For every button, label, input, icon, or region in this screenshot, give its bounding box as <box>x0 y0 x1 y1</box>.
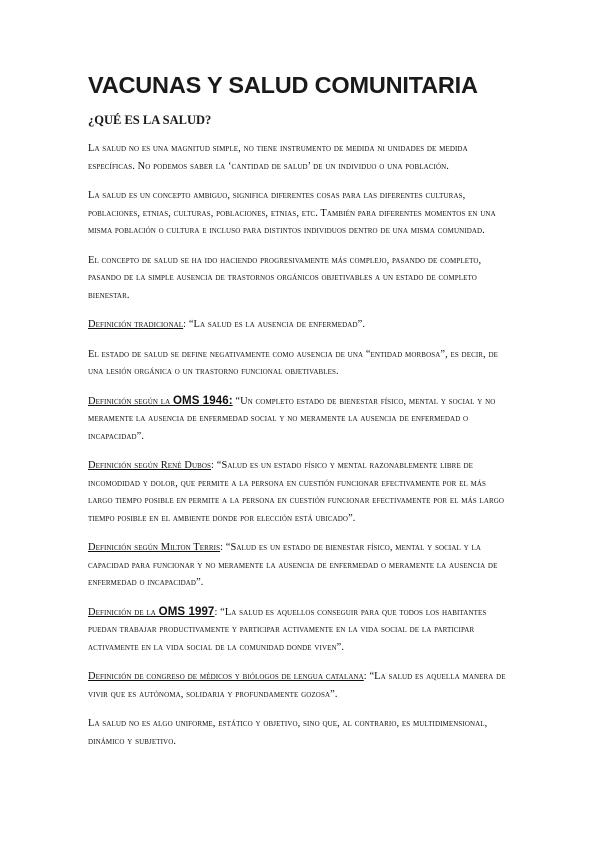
definition-terris-text: : “Salud es un estado de bienestar físico, mental y social y la capacidad para funcionar y no meramente la ausencia de enfermedad o meramente la ausencia de enfermedad o incapacidad”. <box>88 542 498 588</box>
definition-oms-1997 <box>88 604 512 657</box>
definition-oms-1997-label-year: OMS 1997 <box>158 605 215 618</box>
paragraph-complex: El concepto de salud se ha ido haciendo progresivamente más complejo, pasando de completo, pasando de la simple ausencia de trastornos orgánicos objetivables a un estado de completo bienestar. <box>88 254 482 301</box>
definition-dubos <box>88 457 512 527</box>
definition-oms-1997-text: : “La salud es aquellos conseguir para que todos los habitantes puedan trabajar productivamente y participar activamente en la vida social de la participar activamente en la vida social de la comunidad donde viven”. <box>88 606 487 653</box>
definition-oms-1946-text: “Un completo estado de bienestar físico, mental y social y no meramente la ausencia de enfermedad social y no meramente la ausencia de enfermedad o incapacidad”. <box>88 395 496 442</box>
paragraph-ambiguous: La salud es un concepto ambiguo, significa diferentes cosas para las diferentes culturas, poblaciones, etnias, culturas, poblaciones, etnias, etc. También para diferentes momentos en una misma población o cultura e incluso para distintos individuos dentro de una misma comunidad. <box>88 190 496 236</box>
definition-traditional-label: Definición tradicional <box>88 319 184 330</box>
paragraph-magnitude: La salud no es una magnitud simple, no tiene instrumento de medida ni unidades de medida específicas. No podemos saber la ‘cantidad de salud’ de un individuo o una población. <box>88 143 468 172</box>
paragraph-conclusion: La salud no es algo uniforme, estático y objetivo, sino que, al contrario, es multidimensional, dinámico y subjetivo. <box>88 718 488 747</box>
definition-oms-1946 <box>88 393 512 446</box>
definition-dubos-label: Definición según René Dubos <box>88 460 212 471</box>
definition-dubos-text: : “Salud es un estado físico y mental razonablemente libre de incomodidad y dolor, que permite a la persona en cuestión funcionar efectivamente por el más largo tiempo posible en permite a la persona en cuestión funcionar efectivamente por el más largo tiempo posible en el ambiente donde por elección está ubicado”. <box>88 460 505 524</box>
definition-traditional <box>88 316 512 334</box>
document-title: VACUNAS Y SALUD COMUNITARIA <box>88 72 478 98</box>
definition-terris-label: Definición según Milton Terris <box>88 542 221 553</box>
definition-oms-1946-label <box>88 396 233 407</box>
definition-oms-1997-label <box>88 607 214 618</box>
definition-congreso <box>88 668 512 703</box>
definition-oms-1997-label-prefix: Definición de la <box>88 606 159 618</box>
definition-traditional-text: : “La salud es la ausencia de enfermedad”. <box>183 319 366 330</box>
definition-terris <box>88 539 512 592</box>
definition-congreso-label: Definición de congreso de médicos y biólogos de lengua catalana <box>88 671 364 682</box>
paragraph-negative: El estado de salud se define negativamente como ausencia de una “entidad morbosa”, es decir, de una lesión orgánica o un trastorno funcional objetivables. <box>88 348 498 377</box>
definition-congreso-text: : “La salud es aquella manera de vivir que es autónoma, solidaria y profundamente gozosa”. <box>88 671 506 700</box>
section-heading: ¿QUÉ ES LA SALUD? <box>88 113 212 127</box>
definition-oms-1946-label-prefix: Definición según la <box>88 395 173 407</box>
definition-oms-1946-label-year: OMS 1946: <box>172 394 233 407</box>
